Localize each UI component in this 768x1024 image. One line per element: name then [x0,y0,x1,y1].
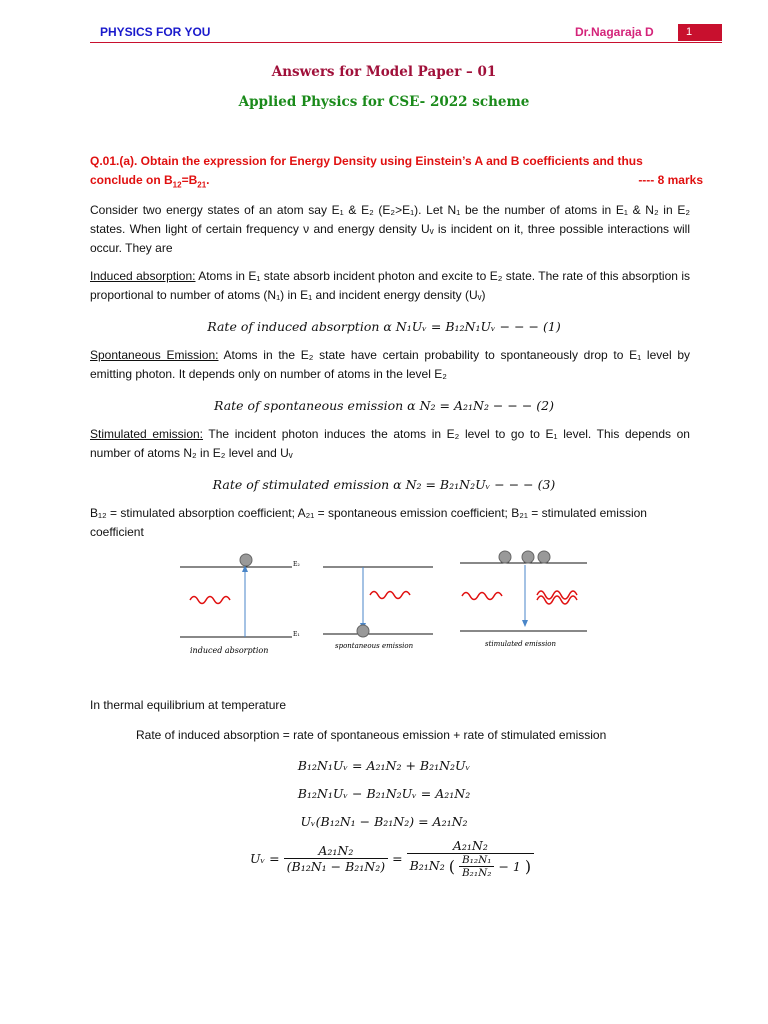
rate-balance-text: Rate of induced absorption = rate of spontaneous emission + rate of stimulated emission [136,728,607,742]
energy-density-lhs: Uᵥ = [250,851,280,866]
question-heading [90,152,703,194]
spontaneous-emission-paragraph [90,346,690,384]
stimulated-emission-text: The incident photon induces the atoms in E₂ level to go to E₁ level. This depends on number of atoms N₂ in E₂ level and Uᵥ [90,427,690,460]
fraction-2-denominator: B₂₁N₂ ( $\frac{\text{B₁₂N₁}}{\text{B₂₁N₂}}$ − 1 ) [409,854,532,879]
caption-stimulated-emission: stimulated emission [485,640,557,648]
stimulated-photon-wave-b [537,596,577,604]
fraction-2-numerator: A₂₁N₂ [407,838,535,854]
inner-fraction [459,854,495,879]
question-line-1: Q.01.(a). Obtain the expression for Energy Density using Einstein’s A and B coefficients and thus [90,154,643,168]
equals-sign: = [392,851,403,866]
page-number: 1 [678,24,722,41]
document-title: Answers for Model Paper – 01 [271,64,497,80]
e2-label: E₂ [293,561,300,568]
caption-induced-absorption: induced absorption [190,646,269,655]
equation-1: Rate of induced absorption α N₁Uᵥ = B₁₂N₁Uᵥ − − − (1) [207,319,561,334]
derivation-step-2: B₁₂N₁Uᵥ − B₂₁N₂Uᵥ = A₂₁N₂ [297,786,471,801]
coefficients-paragraph: B₁₂ = stimulated absorption coefficient; A₂₁ = spontaneous emission coefficient; B₂₁ = stimulated emission coefficient [90,506,647,539]
fraction-2-denominator-prefix: B₂₁N₂ [409,858,445,873]
stimulated-emission-heading: Stimulated emission: [90,427,204,441]
stimulated-emission-paragraph [90,425,690,463]
thermal-equilibrium-text: In thermal equilibrium at temperature [90,698,287,712]
energy-level-diagram [175,545,595,660]
fraction-2 [407,838,535,879]
atom-excited-1 [240,554,252,566]
induced-absorption-heading: Induced absorption: [90,269,196,283]
derivation-step-3: Uᵥ(B₁₂N₁ − B₂₁N₂) = A₂₁N₂ [300,814,468,829]
intro-paragraph: Consider two energy states of an atom say E₁ & E₂ (E₂>E₁). Let N₁ be the number of atoms in E₁ & N₂ in E₂ states. When light of certain frequency ν and energy density Uᵥ is incident on it, three possible interactions will occur. They are [90,203,690,255]
fraction-1 [284,843,389,874]
stimulated-arrowhead [522,620,528,627]
header-rule [90,42,722,43]
incident-photon-wave-3 [462,593,502,600]
atom-excited-3a [499,551,511,563]
spontaneous-emission-text: Atoms in the E₂ state have certain probability to spontaneously drop to E₁ level by emitting photon. It depends only on number of atoms in the level E₂ [90,348,691,381]
spontaneous-emission-heading: Spontaneous Emission: [90,348,219,362]
fraction-2-denominator-suffix: − 1 [498,859,521,874]
inner-fraction-denominator: B₂₁N₂ [461,867,492,879]
inner-fraction-numerator: B₁₂N₁ [459,854,495,867]
e1-label: E₁ [293,631,300,638]
question-marks: ---- 8 marks [638,173,703,187]
fraction-1-denominator: (B₁₂N₁ − B₂₁N₂) [286,859,386,874]
derivation-step-1: B₁₂N₁Uᵥ = A₂₁N₂ + B₂₁N₂Uᵥ [297,758,471,773]
document-subtitle: Applied Physics for CSE- 2022 scheme [238,94,530,110]
header-left-title: PHYSICS FOR YOU [100,25,211,39]
induced-absorption-text: Atoms in E₁ state absorb incident photon and excite to E₂ state. The rate of this absorption is proportional to number of atoms (N₁) in E₁ and incident energy density (Uᵥ) [90,269,691,302]
incident-photon-wave-1 [190,597,230,604]
question-line-2-text: conclude on B [90,173,173,187]
derivation-step-4 [250,838,534,879]
header-author: Dr.Nagaraja D [575,25,654,39]
induced-absorption-paragraph [90,267,690,305]
fraction-1-numerator: A₂₁N₂ [284,843,389,859]
atom-ground-2 [357,625,369,637]
emitted-photon-wave-2 [370,592,410,599]
atom-excited-3c [538,551,550,563]
equation-2: Rate of spontaneous emission α N₂ = A₂₁N₂ − − − (2) [214,398,554,413]
atom-excited-3b [522,551,534,563]
question-line-2: conclude on $B_{12}=B_{21}$. [90,173,210,190]
equation-3: Rate of stimulated emission α N₂ = B₂₁N₂Uᵥ − − − (3) [212,477,556,492]
caption-spontaneous-emission: spontaneous emission [335,642,414,650]
